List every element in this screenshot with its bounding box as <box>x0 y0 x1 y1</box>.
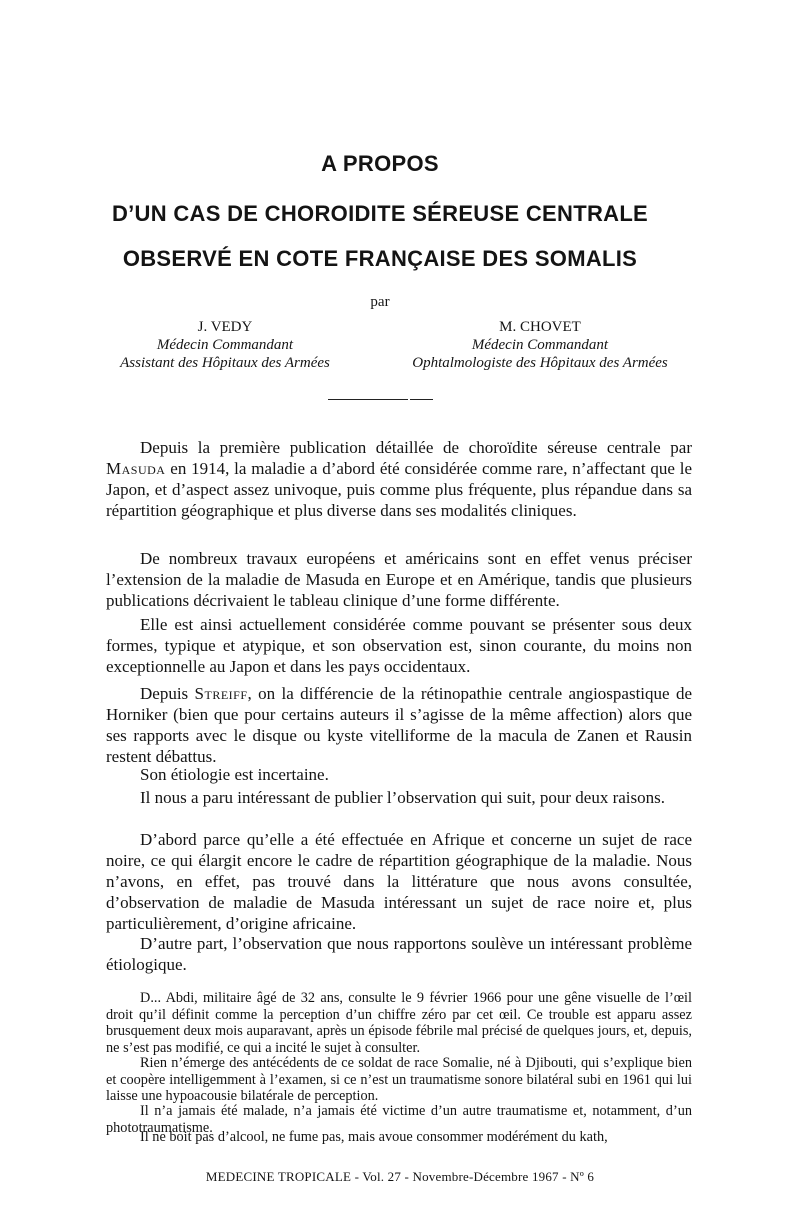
author-ref-masuda: Masuda <box>106 459 166 478</box>
paragraph-1-text-b: en 1914, la maladie a d’abord été considérée comme rare, n’affectant que le Japon, et d’aspect assez univoque, puis comme plus fréquente, plus répandue dans sa répartition géographique et plus diverse dans ses modalités cliniques. <box>106 459 692 520</box>
author-2-name: M. CHOVET <box>499 319 581 335</box>
case-paragraph-2: Rien n’émerge des antécédents de ce soldat de race Somalie, né à Djibouti, qui s’explique bien et coopère intelligemment à l’examen, si ce n’est un traumatisme sonore bilatéral subi en 1961 qui lui laisse une hypoacousie bilatérale de perception. <box>106 1055 692 1104</box>
author-2-title-1: Médecin Commandant <box>471 337 609 353</box>
paragraph-1 <box>106 437 692 521</box>
paragraph-4-text-b: , on la différencie de la rétinopathie centrale angiospastique de Horniker (bien que pour certains auteurs il s’agisse de la même affection) alors que ses rapports avec le disque ou kyste vitelliforme de la macula de Zanen et Rausin restent débattus. <box>106 684 692 766</box>
paragraph-7: D’abord parce qu’elle a été effectuée en Afrique et concerne un sujet de race noire, ce qui élargit encore le cadre de répartition géographique de la maladie. Nous n’avons, en effet, pas trouvé dans la littérature que nous avons consultée, d’observation de maladie de Masuda intéressant un sujet de race noire et, plus particulièrement, d’origine africaine. <box>106 830 692 933</box>
case-paragraph-3: Il n’a jamais été malade, n’a jamais été victime d’un autre traumatisme et, notamment, d’un phototraumatisme. <box>106 1103 692 1136</box>
author-1 <box>85 318 365 372</box>
author-2 <box>380 318 700 372</box>
separator-rule <box>328 399 408 400</box>
author-1-title-1: Médecin Commandant <box>156 337 294 353</box>
paragraph-6: Il nous a paru intéressant de publier l’observation qui suit, pour deux raisons. <box>140 788 665 807</box>
title-line-3: OBSERVÉ EN COTE FRANÇAISE DES SOMALIS <box>122 246 638 271</box>
journal-footer: MEDECINE TROPICALE - Vol. 27 - Novembre-Décembre 1967 - Nº 6 <box>205 1169 595 1184</box>
author-ref-streiff: Streiff <box>194 684 248 703</box>
paragraph-8: D’autre part, l’observation que nous rapportons soulève un intéressant problème étiologique. <box>106 934 692 974</box>
paragraph-4-text-a: Depuis <box>140 684 195 703</box>
paragraph-5: Son étiologie est incertaine. <box>140 765 329 784</box>
author-1-title-2: Assistant des Hôpitaux des Armées <box>120 355 330 371</box>
case-paragraph-1: D... Abdi, militaire âgé de 32 ans, consulte le 9 février 1966 pour une gêne visuelle de l’œil droit qu’il définit comme la perception d’un chiffre zéro par cet œil. Ce trouble est apparu assez brusquement deux mois auparavant, après un épisode fébrile mal précisé de quelques jours, et, depuis, ne s’est pas modifié, ce qui a incité le sujet à consulter. <box>106 990 692 1056</box>
paragraph-2: De nombreux travaux européens et américains sont en effet venus préciser l’extension de la maladie de Masuda en Europe et en Amérique, tandis que plusieurs publications décrivaient le tableau clinique d’une forme différente. <box>106 549 692 610</box>
author-2-title-2: Ophtalmologiste des Hôpitaux des Armées <box>412 355 668 371</box>
author-1-name: J. VEDY <box>197 319 253 335</box>
case-paragraph-4: Il ne boit pas d’alcool, ne fume pas, mais avoue consommer modérément du kath, <box>140 1129 608 1145</box>
title-line-2: D’UN CAS DE CHOROIDITE SÉREUSE CENTRALE <box>111 201 649 226</box>
separator-rule-short <box>410 399 433 400</box>
title-line-1: A PROPOS <box>321 151 439 176</box>
paragraph-1-text-a: Depuis la première publication détaillée de choroïdite séreuse centrale par <box>140 438 692 457</box>
paragraph-4 <box>106 683 692 767</box>
by-label: par <box>370 294 390 310</box>
paragraph-3: Elle est ainsi actuellement considérée comme pouvant se présenter sous deux formes, typique et atypique, et son observation est, sinon courante, du moins non exceptionnelle au Japon et dans les pays occidentaux. <box>106 615 692 676</box>
